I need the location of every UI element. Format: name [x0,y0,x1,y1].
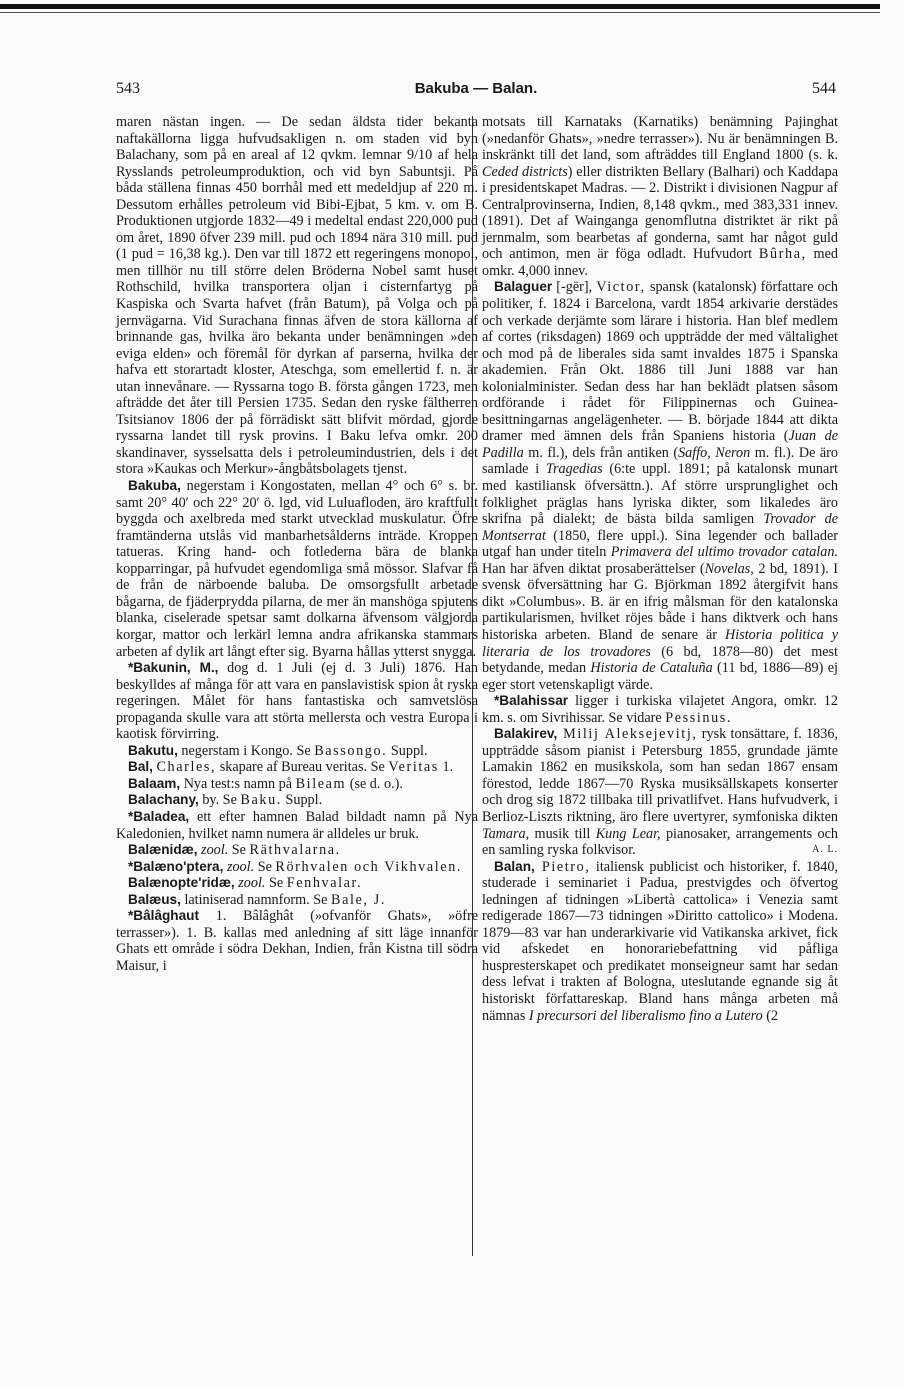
field-label: zool. [197,842,229,859]
work-title: Novelas, [704,560,754,577]
entry-text: Se [265,875,287,892]
running-title: Bakuba — Balan. [414,80,538,97]
entry-text: m. fl.), dels från antiken ( [523,444,679,461]
entry-balan [482,859,838,1024]
entry-text: Se [254,858,276,875]
page-header [116,80,836,104]
work-title: Kung Lear, [595,825,661,842]
cross-reference: Rörhvalen och Vikhvalen. [275,858,463,875]
headword: Balænidæ, [128,842,198,858]
headword: Balænopte'ridæ, [128,875,235,891]
cross-reference: Bileam [295,775,347,792]
entry-text: 1. [438,759,454,776]
entry-text: (se d. o.). [346,775,403,792]
entry-balaenopteridae [116,875,478,892]
headword: Balæus, [128,891,181,907]
entry-balaenidae [116,842,478,859]
work-title: Primavera del ultimo trovador catalan. [610,544,838,561]
cross-reference: Baku. [240,792,282,809]
entry-text: Suppl. [387,742,428,759]
headword: Bakutu, [128,742,178,758]
entry-text: ) eller distrikten Bellary (Balhari) och Kaddapa i presidentskapet Madras. — 2. Distrikt i divisionen Nagpur af Centralprovinserna, Indien, 8,148 qvkm., med 383,331 innev. (1891). Det af Wainganga genomflutna distriktet är rikt på jernmalm, som bearbetas af gonderna, samt har något guld och antimon, men är föga odladt. Hufvudort [482,163,839,263]
field-label: zool. [234,875,266,892]
work-title: I precursori del liberalismo fino a Lutero [528,1007,763,1024]
work-title: Trovador de Montserrat [482,511,839,544]
entry-baladea [116,809,478,842]
headword: *Balahissar [494,693,569,709]
entry-bal [116,759,478,776]
entry-text: rysk tonsättare, f. 1836, uppträdde såsom pianist i Petersburg 1855, grundade jämte Lamakin 1862 en musikskola, som han sedan 1867 ensam förestod, ledde 1867—70 Ryska musiksällskapets konserter och drog sig 1872 tillbaka till privatlifvet. Hans hufvudverk, i Berlioz-Liszts riktning, äro flere uvertyrer, symfoniska dikten [482,726,838,825]
entry-text: musik till [529,825,596,842]
entry-text: Se [228,842,250,859]
person-name: Victor, [596,279,646,296]
entry-text: Nya test:s namn på [180,775,296,792]
entry-text: med omkr. 4,000 innev. [482,246,838,279]
entry-text: dog d. 1 Juli (ej d. 3 Juli) 1876. Han beskylldes af många för att vara en panslavistisk spion åt ryska regeringen. Målet för hans fantastiska och samvetslösa propaganda skulle vara att störta mellersta och vestra Europa i kaotisk förvirring. [116,660,478,743]
entry-text: (6 bd, 1878—80) det mest betydande, medan [482,643,838,677]
person-name: Pietro, [534,858,591,875]
entry-text: pianosaker, arrangements och en samling ryska folkvisor. [482,825,838,859]
entry-text: ligger i turkiska vilajetet Angora, omkr. 12 km. s. om Sivrihissar. Se vidare [482,693,838,726]
entry-balaguer [482,279,838,693]
top-rule [0,4,880,9]
entry-text: by. Se [198,792,241,809]
page-number-left: 543 [116,80,140,97]
entry-balaeus [116,892,478,909]
field-label: zool. [223,858,255,875]
cross-reference: Bale, J. [331,891,386,908]
entry-text: (11 bd, 1886—89) ej eger stort vetenskapligt värde. [482,660,838,693]
headword: Balaam, [128,775,181,791]
italic-term: Ceded districts [482,163,568,180]
entry-text: motsats till Karnataks (Karnatiks) benämning Pajinghat (»nedanför Ghats», »nedre terrasser»). Nu är benämningen B. inskränkt till det land, som afträddes till England 1800 (s. k. [482,114,838,164]
entry-text: ett efter hamnen Balad bildadt namn på Nya Kaledonien, hvilket namn numera är alldeles ur bruk. [116,808,478,842]
entry-text: negerstam i Kongo. Se [177,742,315,759]
cross-reference: Räthvalarna. [249,842,341,859]
entry-text: m. fl.). De äro samlade i [482,444,839,478]
headword: *Bakunin, M., [128,660,219,676]
entry-text: 2 bd, 1891). I svensk öfversättning har G. Björkman 1892 återgifvit hans dikt »Columbus». B. är en ifrig målsman för den katalonska partikularismen, hvilket röjes både i hans diktverk och hans historiska arbeten. Bland de senare är [482,560,838,643]
entry-text: negerstam i Kongostaten, mellan 4° och 6° s. br. samt 20° 40′ och 22° 20′ ö. lgd, vid Luluafloden, äro kraftfullt byggda och axelbreda med starkt utvecklad muskulatur. Öfre framtänderna utslås vid manbarhetsålderns inträde. Kroppen tatueras. Kring hand- och fotlederna bära de blanka kopparringar, på hufvudet egendomliga små mössor. Slafvar få de från de närboende baluba. De omsorgsfullt arbetade bågarna, de fjäderprydda pilarna, de mer än manshöga spjutens blanka, ciselerade spetsar samt dolkarna äfvensom välgjorda korgar, mattor och lerkärl lemna andra afrikanska stammars arbeten af dylik art långt efter sig. Byarna hållas ytterst snygga. [116,478,478,660]
entry-text: 1. Bâlâghât (»ofvanför Ghats», »öfre terrasser»). 1. B. kallas med anledning af sitt läge innanför Ghats ett område i södra Dekhan, Indien, från Kistna till södra Maisur, i [116,908,478,974]
headword: Bakuba, [128,478,181,494]
entry-balaam [116,776,478,793]
cross-reference: Bassongo. [314,742,388,759]
entry-text: latiniserad namnform. Se [180,891,332,908]
person-name: Milij Aleksejevitj, [557,726,698,743]
left-column [116,114,478,974]
entry-text: (6:te uppl. 1891; på katalonsk munart med kastiliansk öfversättn.). Af större ursprunglighet och folklighet präglas hans lyriska dikter, som likaledes äro skrifna på dialekt; de bästa bilda samligen [482,461,838,528]
entry-text: spansk (katalonsk) författare och politiker, f. 1824 i Barcelona, vardt 1854 arkivarie derstädes och verkade derjämte som lärare i historia. Han blef medlem af cortes (riksdagen) 1869 och uppträdde der med vältalighet och mod på de liberales sida samt invaldes 1875 i Spanska akademien. Från Okt. 1886 till Juni 1888 var han kolonialminister. Sedan dess har han beklädt platsen såsom ordförande i rådet för Filippinernas och Guinea-besittningarnas angelägenheter. — B. började 1844 att dikta dramer med ämnen dels från Spaniens historia ( [482,279,838,445]
entry-text: (1850, flere uppl.). Sina legender och ballader utgaf han under titeln [482,527,838,561]
work-title: Juan de Padilla [482,428,838,461]
entry-bakuba [116,478,478,660]
work-title: Saffo, Neron [678,444,751,461]
entry-balaghaut [116,908,478,974]
headword: Balakirev, [494,726,558,742]
work-title: Historia politica y literaria de los trovadores [482,626,838,660]
entry-balachany [116,792,478,809]
headword: *Balæno'ptera, [128,858,224,874]
entry-text: italiensk publicist och historiker, f. 1840, studerade i seminariet i Padua, prestvigdes och öfvertog ledningen af tidningen »Libertà cattolica» i Venezia samt redigerade 1867—73 tidningen »Diritto cattolico» i Modena. 1879—83 var han underarkivarie vid Vatikanska arkivet, fick vid afskedet en honorariebefattning vid påfliga huspresterskapet och predikatet monseigneur samt har sedan dess lefvat i trakten af Bologna, uteslutande egnande sig åt historiskt författareskap. Bland hans många arbeten må nämnas [482,858,838,1024]
entry-balahissar [482,693,838,726]
entry-bakutu [116,743,478,760]
right-column [482,114,838,1024]
work-title: Tragedias [545,461,603,478]
headword: Bal, [128,759,153,775]
headword: *Baladea, [128,808,190,824]
entry-text: skapare af Bureau veritas. Se [216,759,389,776]
headword: Balan, [494,858,535,874]
work-title: Historia de Cataluña [590,660,713,677]
cross-reference: Veritas [388,759,439,776]
entry-text: [-gēr], [552,279,597,296]
headword: Balaguer [494,279,553,295]
cross-reference: Pessinus. [665,709,733,726]
place-name: Bûrha, [758,246,807,263]
entry-text: Suppl. [281,792,323,809]
author-signature: A. L. [812,844,838,856]
headword: Balachany, [128,792,199,808]
entry-balaenoptera [116,859,478,876]
person-name: Charles, [156,759,217,776]
entry-balaghaut-continued [482,114,838,279]
entry-text: Han har äfven diktat prosaberättelser ( [482,560,705,577]
top-rule-thin [0,12,880,13]
entry-text: (2 [762,1007,779,1024]
work-title: Tamara, [482,825,530,842]
page-number-right: 544 [812,80,836,97]
cross-reference: Fenhvalar. [286,875,363,892]
headword: *Bâlâghaut [128,908,200,924]
entry-baku-continued: maren nästan ingen. — De sedan äldsta tider bekanta naftakällorna ligga hufvudsakligen n. om staden vid byn Balachany, som på en areal af 12 qvkm. lemnar 9/10 af hela Rysslands petroleumproduktion, och vid byn Sabuntsji. På båda ställena finnas 450 borrhål med ett medeldjup af 220 m. Dessutom erhålles petroleum vid Bibi-Ejbat, 5 km. v. om B. Produktionen utgjorde 1832—49 i medeltal endast 220,000 pud om året, 1890 öfver 239 mill. pud och 1894 nära 310 mill. pud (1 pud = 16,38 kg.). Den var till 1872 ett regeringens monopol, men tillhör nu till större delen Bröderna Nobel samt huset Rothschild, hvilka transportera oljan i cisternfartyg på Kaspiska och Svarta hafvet (från Batum), på Volga och på jernvägarna. Vid Surachana finnas äfven de stora källorna af brinnande gas, hvilka äro bekanta under benämningen »den eviga elden» och föremål för dyrkan af parserna, hvilka der hafva ett storartadt kloster, Ateschga, som emellertid f. n. är utan innevånare. — Ryssarna togo B. första gången 1723, men afträdde det åter till Persien 1735. Sedan den ryske fältherren Tsitsianov 1806 der på förrädiskt sätt blifvit mördad, gjorde ryssarna landet till rysk provins. I Baku lefva omkr. 200 skandinaver, sysselsatta dels i petroleumindustrien, dels i det stora »Kaukas och Merkur»-ångbåtsbolagets tjenst. [116,114,478,478]
entry-balakirev [482,726,838,858]
entry-bakunin [116,660,478,743]
